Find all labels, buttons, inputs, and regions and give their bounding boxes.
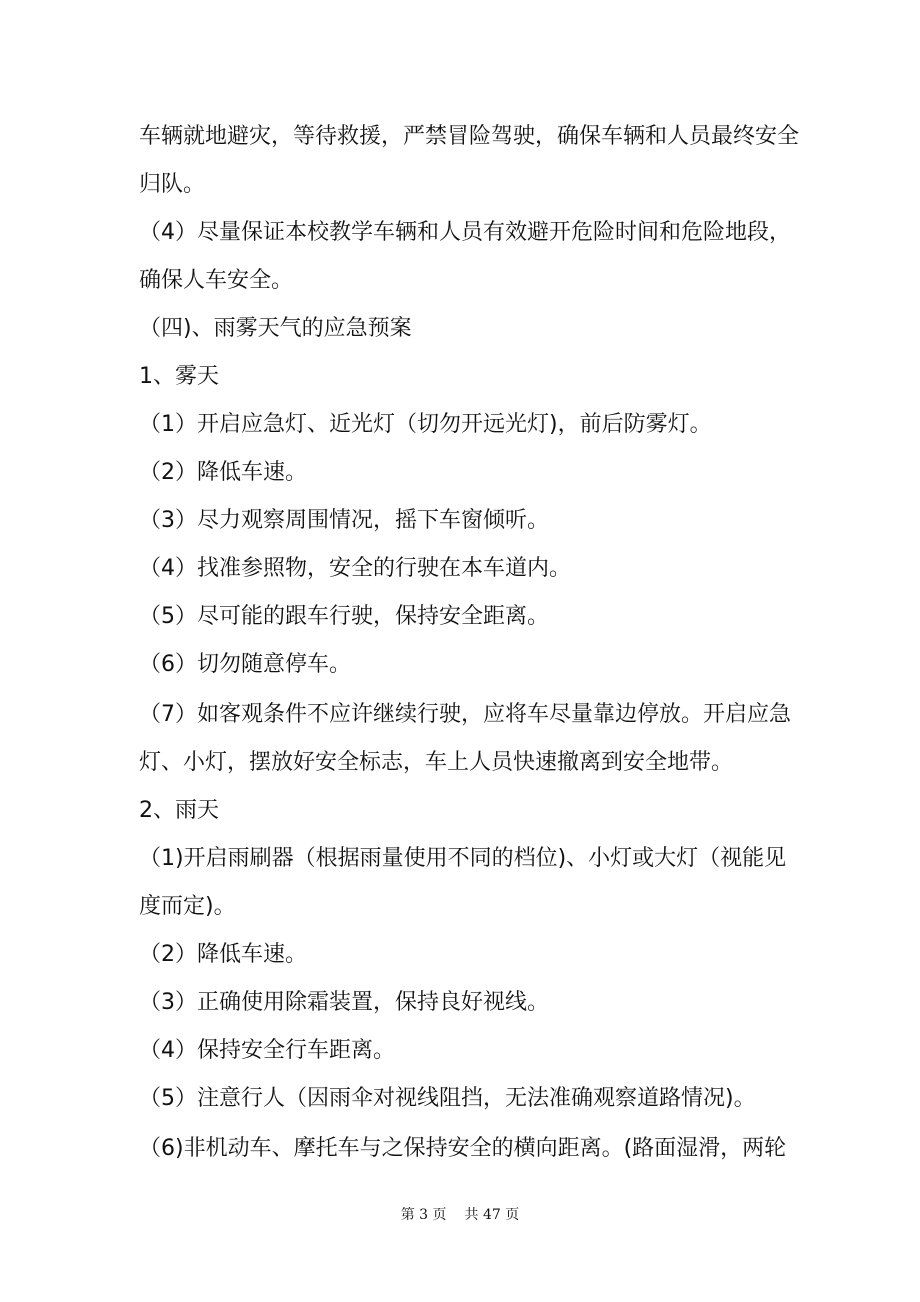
section-heading: （四)、雨雾天气的应急预案 — [139, 316, 412, 341]
text-line: 灯、小灯，摆放好安全标志，车上人员快速撤离到安全地带。 — [139, 750, 734, 775]
text-line: （4）保持安全行车距离。 — [139, 1038, 395, 1063]
text-line: （5）尽可能的跟车行驶，保持安全距离。 — [139, 604, 549, 629]
text-line: （6)非机动车、摩托车与之保持安全的横向距离。(路面湿滑，两轮 — [139, 1136, 787, 1161]
text-line: （3）正确使用除霜装置，保持良好视线。 — [139, 990, 549, 1015]
text-line: （1)开启雨刷器（根据雨量使用不同的档位)、小灯或大灯（视能见 — [139, 846, 787, 871]
text-line: （5）注意行人（因雨伞对视线阻挡，无法准确观察道路情况)。 — [139, 1086, 756, 1111]
subsection-heading: 2、雨天 — [139, 798, 219, 823]
text-line: （4）找准参照物，安全的行驶在本车道内。 — [139, 556, 571, 581]
text-line: 归队。 — [139, 172, 206, 197]
text-line: （3）尽力观察周围情况，摇下车窗倾听。 — [139, 508, 549, 533]
subsection-heading: 1、雾天 — [139, 364, 219, 389]
text-line: （1）开启应急灯、近光灯（切勿开远光灯)，前后防雾灯。 — [139, 412, 712, 437]
text-line: （4）尽量保证本校教学车辆和人员有效避开危险时间和危险地段， — [139, 220, 791, 245]
text-line: 确保人车安全。 — [139, 268, 294, 293]
text-line: （2）降低车速。 — [139, 460, 307, 485]
text-line: 车辆就地避灾，等待救援，严禁冒险驾驶，确保车辆和人员最终安全 — [139, 124, 800, 149]
page-footer — [0, 1204, 920, 1224]
text-line: 度而定)。 — [139, 894, 236, 919]
text-line: （6）切勿随意停车。 — [139, 652, 351, 677]
text-line: （2）降低车速。 — [139, 942, 307, 967]
text-line: （7）如客观条件不应许继续行驶，应将车尽量靠边停放。开启应急 — [139, 702, 791, 727]
page-number: 第 3 页 — [400, 1207, 447, 1223]
page-total: 共 47 页 — [464, 1207, 520, 1223]
